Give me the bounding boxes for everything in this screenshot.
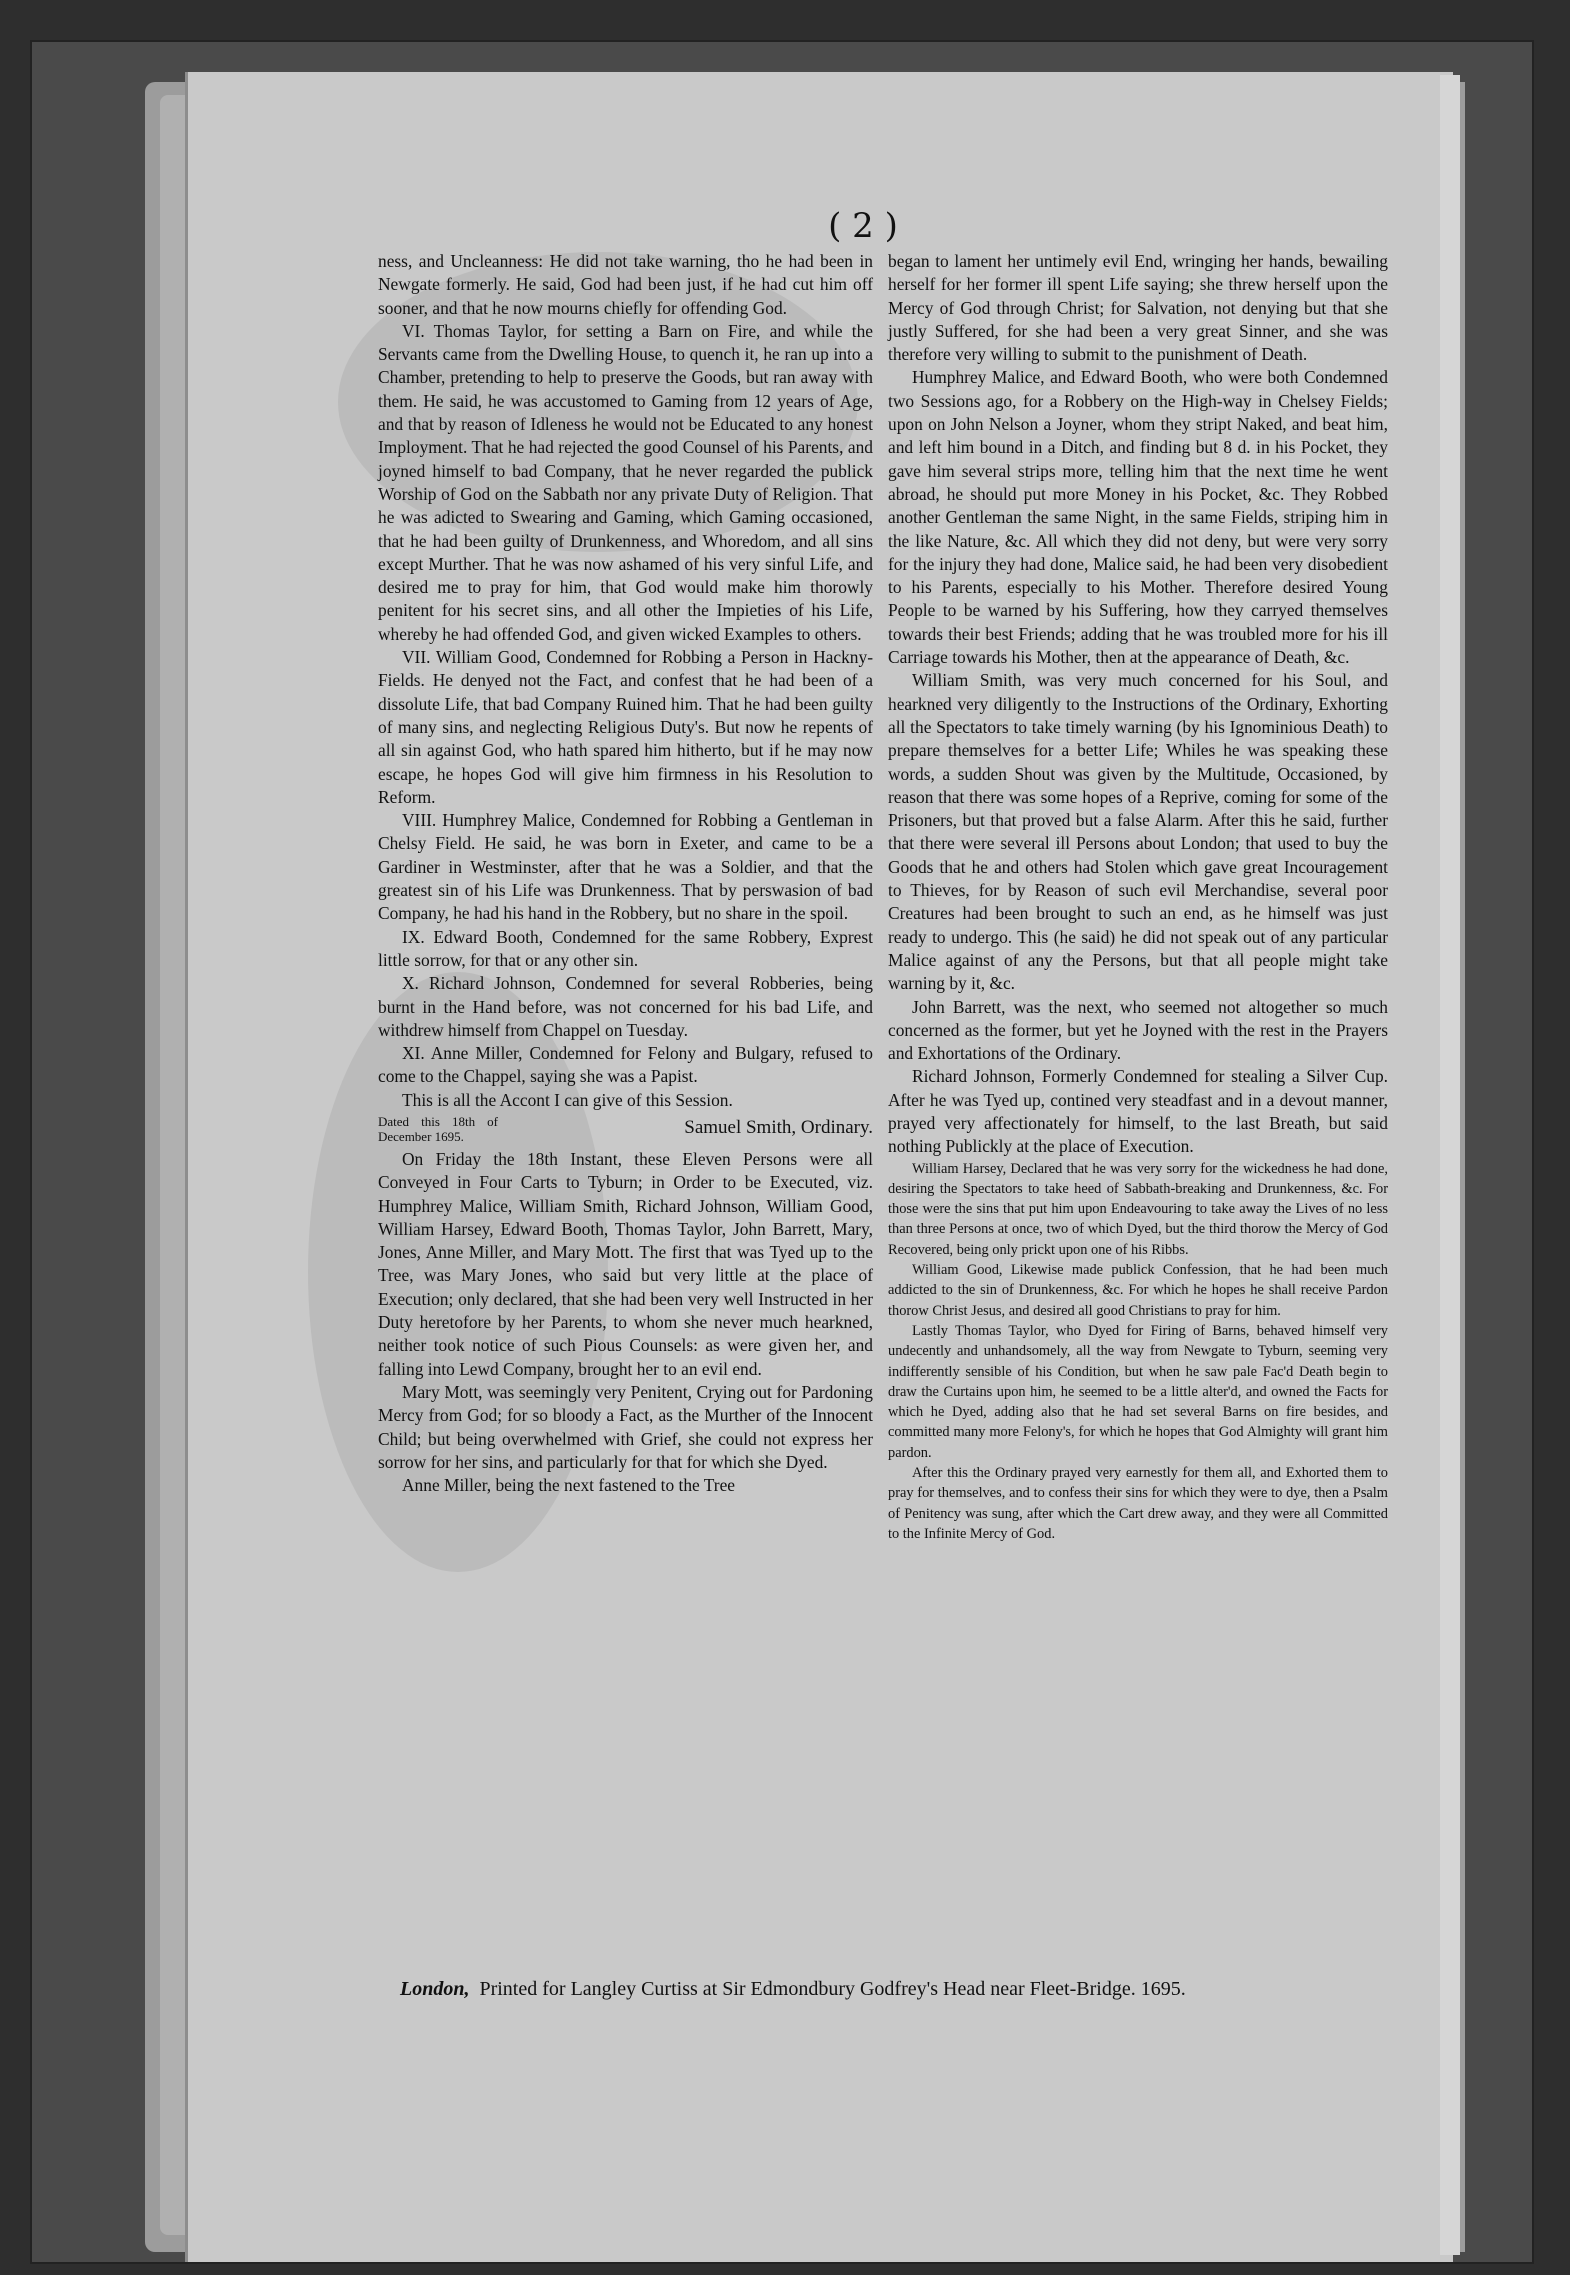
paragraph: VI. Thomas Taylor, for setting a Barn on Fire, and while the Servants came from the Dwelling House, to quench it, he ran up into a Chamber, pretending to help to preserve the Goods, but ran away with them. He said, he was accustomed to Gaming from 12 years of Age, and that by reason of Idleness he would not be Educated to any honest Imployment. That he had rejected the good Counsel of his Parents, and joyned himself to bad Company, that he never regarded the publick Worship of God on the Sabbath nor any private Duty of Religion. That he was adicted to Swearing and Gaming, which Gaming occasioned, that he had been guilty of Drunkenness, and Whoredom, and all sins except Murther. That he was now ashamed of his very sinful Life, and desired me to pray for him, that God would make him thorowly penitent for his secret sins, and all other the Impieties of his Life, whereby he had offended God, and given wicked Examples to others. [378, 320, 873, 644]
paragraph: Humphrey Malice, and Edward Booth, who were both Condemned two Sessions ago, for a Robbery on the High-way in Chelsey Fields; upon on John Nelson a Joyner, whom they stript Naked, and beat him, and left him bound in a Ditch, and finding but 8 d. in his Pocket, they gave him several strips more, telling him that the next time he went abroad, he should put more Money in his Pocket, &c. They Robbed another Gentleman the same Night, in the same Fields, striping him in the like Nature, &c. All which they did not deny, but were very sorry for the injury they had done, Malice said, he had been very disobedient to his Parents, especially to his Mother. Therefore desired Young People to be warned by his Suffering, how they carryed themselves towards their best Friends; adding that he was troubled more for his ill Carriage towards his Mother, then at the appearance of Death, &c. [888, 367, 1388, 668]
signature: Samuel Smith, Ordinary. [684, 1116, 873, 1138]
left-column [378, 250, 873, 1497]
imprint-text: Printed for Langley Curtiss at Sir Edmondbury Godfrey's Head near Fleet-Bridge. 1695. [479, 1978, 1186, 2000]
dateline: Dated this 18th of December 1695. [378, 1113, 498, 1144]
imprint-line [400, 1978, 1390, 2001]
paragraph: William Good, Likewise made publick Confession, that he had been much addicted to the sin of Drunkenness, &c. For which he hopes he shall receive Pardon thorow Christ Jesus, and desired all good Christians to pray for him. [888, 1262, 1388, 1319]
paragraph: William Harsey, Declared that he was very sorry for the wickedness he had done, desiring the Spectators to take heed of Sabbath-breaking and Drunkenness, &c. For those were the sins that put him upon Endeavouring to take away the Lives of no less than three Persons at once, two of which Dyed, but the third thorow the Mercy of God Recovered, being only prickt upon one of his Ribbs. [888, 1160, 1388, 1258]
paragraph: Lastly Thomas Taylor, who Dyed for Firing of Barns, behaved himself very undecently and unhandsomely, all the way from Newgate to Tyburn, seeming very indifferently sensible of his Condition, but when he saw pale Fac'd Death begin to draw the Curtains upon him, he seemed to be a little alter'd, and owned the Facts for which he Dyed, adding also that he had set several Barns on fire besides, and committed many more Felony's, for which he hopes that God Almighty will grant him pardon. [888, 1322, 1388, 1461]
small-print-section [888, 1159, 1388, 1545]
paragraph: VIII. Humphrey Malice, Condemned for Robbing a Gentleman in Chelsy Field. He said, he was born in Exeter, and came to be a Gardiner in Westminster, after that he was a Soldier, and that the greatest sin of his Life was Drunkenness. That by perswasion of bad Company, he had his hand in the Robbery, but no share in the spoil. [378, 810, 873, 924]
paragraph: Anne Miller, being the next fastened to the Tree [402, 1475, 736, 1496]
dateline-row [378, 1114, 873, 1144]
paragraph: Mary Mott, was seemingly very Penitent, Crying out for Pardoning Mercy from God; for so bloody a Fact, as the Murther of the Innocent Child; but being overwhelmed with Grief, she could not express her sorrow for her sins, and particularly for that for which she Dyed. [378, 1381, 873, 1472]
page-number: ( 2 ) [828, 206, 898, 246]
paragraph: Richard Johnson, Formerly Condemned for stealing a Silver Cup. After he was Tyed up, contined very steadfast and in a devout manner, prayed very affectionately for himself, to the last Breath, but said nothing Publickly at the place of Execution. [888, 1066, 1388, 1157]
paragraph: XI. Anne Miller, Condemned for Felony and Bulgary, refused to come to the Chappel, saying she was a Papist. [378, 1043, 873, 1087]
paragraph: ness, and Uncleanness: He did not take warning, tho he had been in Newgate formerly. He said, God had been just, if he had cut him off sooner, and that he now mourns chiefly for offending God. [378, 251, 873, 318]
paragraph: X. Richard Johnson, Condemned for several Robberies, being burnt in the Hand before, was not concerned for his bad Life, and withdrew himself from Chappel on Tuesday. [378, 973, 873, 1040]
paragraph: After this the Ordinary prayed very earnestly for them all, and Exhorted them to pray for themselves, and to confess their sins for which they were to dye, then a Psalm of Penitency was sung, after which the Cart drew away, and they were all Committed to the Infinite Mercy of God. [888, 1465, 1388, 1542]
paragraph: VII. William Good, Condemned for Robbing a Person in Hackny-Fields. He denyed not the Fact, and confest that he had been of a dissolute Life, that bad Company Ruined him. That he had been guilty of many sins, and neglecting Religious Duty's. But now he repents of all sin against God, who hath spared him hitherto, but if he may now escape, he hopes God will give him firmness in his Resolution to Reform. [378, 647, 873, 807]
right-column [888, 250, 1388, 1544]
imprint-city: London, [400, 1978, 470, 2000]
paragraph: began to lament her untimely evil End, wringing her hands, bewailing herself for her former ill spent Life saying; she threw herself upon the Mercy of God through Christ; for Salvation, not denying but that she justly Suffered, for she had been a very great Sinner, and she was therefore very willing to submit to the punishment of Death. [888, 251, 1388, 365]
paragraph: This is all the Accont I can give of this Session. [402, 1089, 733, 1110]
page-right-edge [1440, 75, 1460, 2255]
paragraph: IX. Edward Booth, Condemned for the same Robbery, Exprest little sorrow, for that or any other sin. [378, 926, 873, 970]
paragraph: On Friday the 18th Instant, these Eleven Persons were all Conveyed in Four Carts to Tyburn; in Order to be Executed, viz. Humphrey Malice, William Smith, Richard Johnson, William Good, William Harsey, Edward Booth, Thomas Taylor, John Barrett, Mary, Jones, Anne Miller, and Mary Mott. The first that was Tyed up to the Tree, was Mary Jones, who said but very little at the place of Execution; only declared, that she had been very well Instructed in her Duty heretofore by her Parents, to whom she never much hearkned, neither took notice of such Pious Counsels: as were given her, and falling into Lewd Company, brought her to an evil end. [378, 1148, 873, 1379]
paragraph: William Smith, was very much concerned for his Soul, and hearkned very diligently to the Instructions of the Ordinary, Exhorting all the Spectators to take timely warning (by his Ignominious Death) to prepare themselves for a better Life; Whiles he was speaking these words, a sudden Shout was given by the Multitude, Occasioned, by reason that there was some hopes of a Reprive, coming for some of the Prisoners, but that proved but a false Alarm. After this he said, further that there were several ill Persons about London; that used to buy the Goods that he and others had Stolen which gave great Incouragement to Thieves, for by Reason of such evil Merchandise, several poor Creatures had been brought to such an end, as he himself was just ready to undergo. This (he said) he did not speak out of any particular Malice against of any the Persons, but that all people might take warning by it, &c. [888, 670, 1388, 994]
paragraph: John Barrett, was the next, who seemed not altogether so much concerned as the former, but yet he Joyned with the rest in the Prayers and Exhortations of the Ordinary. [888, 996, 1388, 1064]
